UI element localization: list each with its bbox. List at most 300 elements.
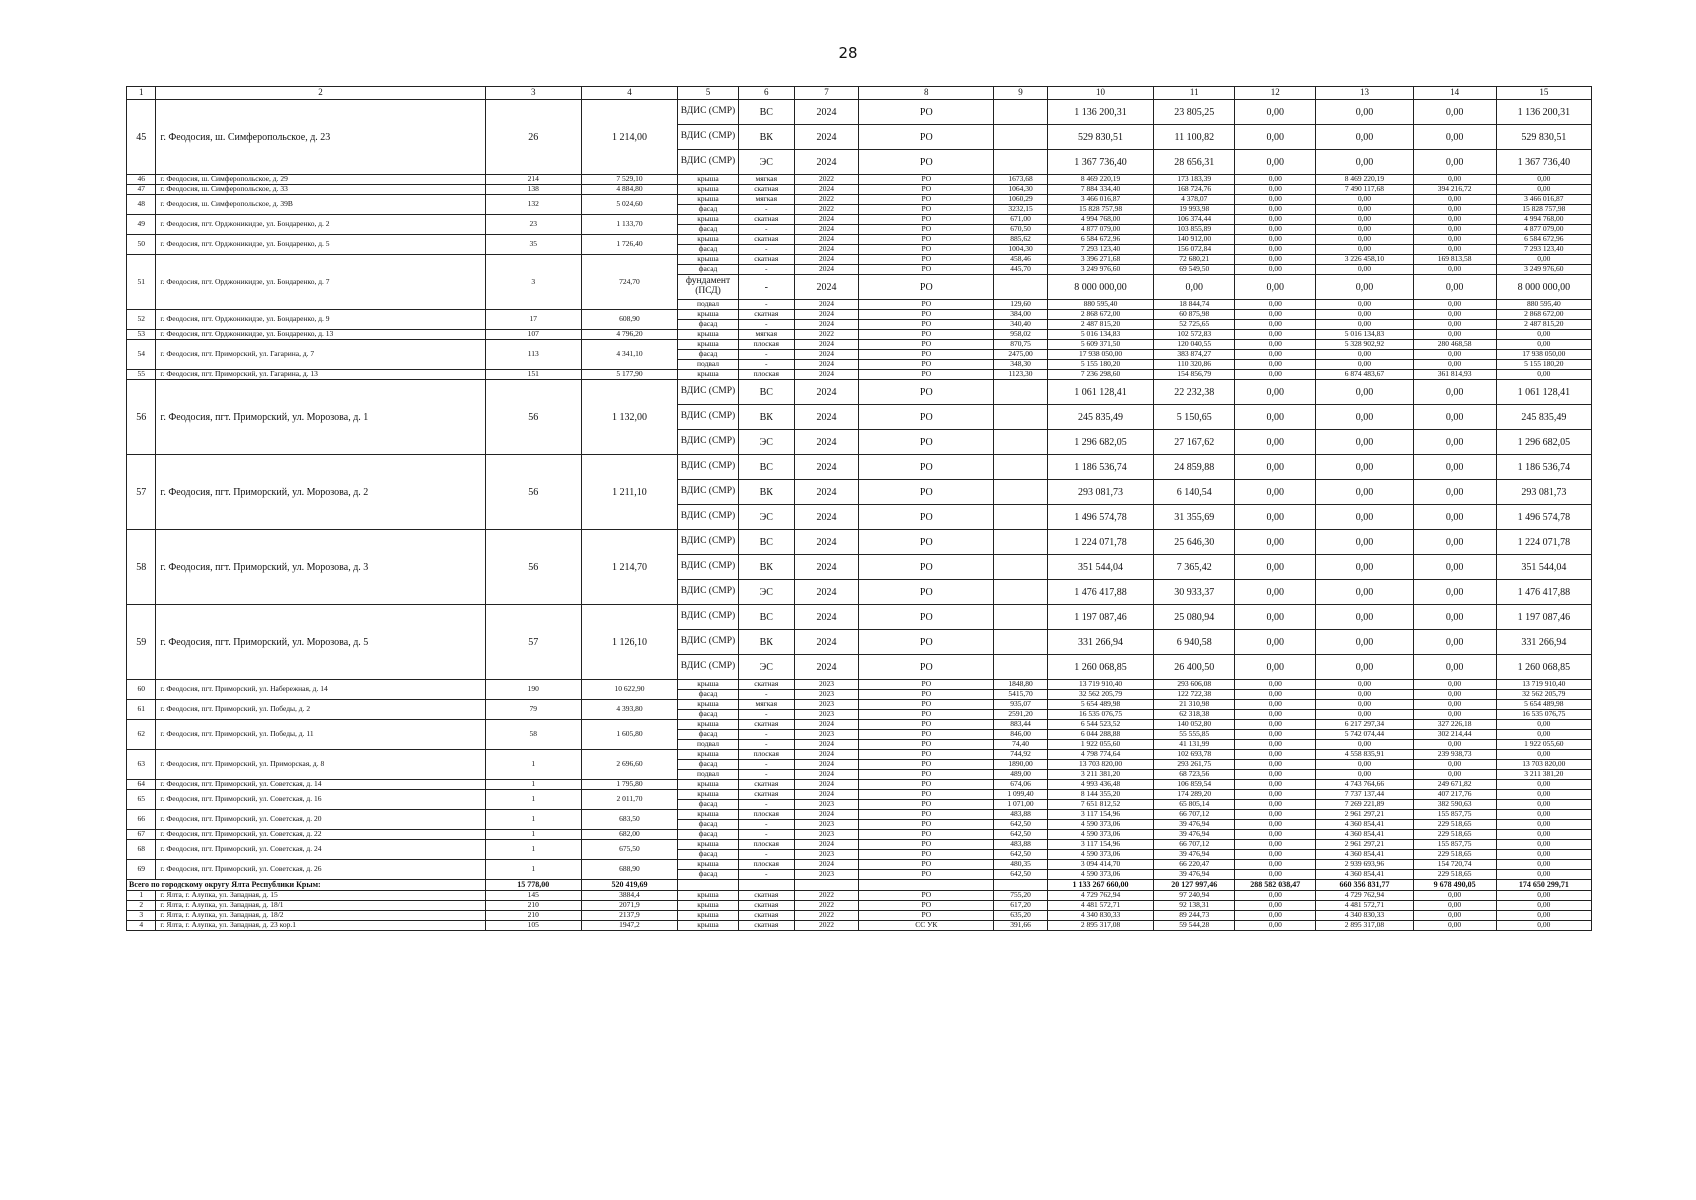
cell-c11: 4 378,07 xyxy=(1154,195,1235,205)
row-number: 50 xyxy=(127,235,156,255)
apartments-cell: 151 xyxy=(485,370,581,380)
cell-c12: 0,00 xyxy=(1235,810,1316,820)
area-cell: 1 132,00 xyxy=(581,380,677,455)
cell-c8: РО xyxy=(859,911,994,921)
cell-c8: РО xyxy=(859,820,994,830)
cell-c14: 229 518,65 xyxy=(1413,830,1496,840)
address-cell: г. Феодосия, ш. Симферопольское, д. 33 xyxy=(156,185,485,195)
cell-c14: 239 938,73 xyxy=(1413,750,1496,760)
cell-c11: 22 232,38 xyxy=(1154,380,1235,405)
cell-c8: РО xyxy=(859,690,994,700)
table-row xyxy=(127,310,1592,320)
cell-c9: 674,06 xyxy=(994,780,1048,790)
cell-c14: 0,00 xyxy=(1413,300,1496,310)
cell-c8: СС УК xyxy=(859,921,994,931)
cell-c5: крыша xyxy=(678,790,739,800)
cell-c10: 4 993 436,48 xyxy=(1047,780,1153,790)
address-cell: г. Феодосия, пгт. Приморский, ул. Набережная, д. 14 xyxy=(156,680,485,700)
cell-c13: 4 481 572,71 xyxy=(1316,901,1413,911)
cell-c8: РО xyxy=(859,195,994,205)
cell-c5: фасад xyxy=(678,850,739,860)
cell-c13: 0,00 xyxy=(1316,225,1413,235)
cell-c13: 0,00 xyxy=(1316,770,1413,780)
cell-c15: 13 719 910,40 xyxy=(1496,680,1591,690)
apartments-cell: 210 xyxy=(485,911,581,921)
cell-c15: 3 249 976,60 xyxy=(1496,265,1591,275)
cell-c5: крыша xyxy=(678,370,739,380)
cell-c13: 4 360 854,41 xyxy=(1316,830,1413,840)
column-number: 13 xyxy=(1316,87,1413,100)
cell-c7: 2024 xyxy=(794,255,859,265)
table-row xyxy=(127,370,1592,380)
cell-c12: 0,00 xyxy=(1235,235,1316,245)
cell-c15: 15 828 757,98 xyxy=(1496,205,1591,215)
apartments-cell: 145 xyxy=(485,891,581,901)
cell-c13: 0,00 xyxy=(1316,300,1413,310)
table-row xyxy=(127,195,1592,205)
cell-c12: 0,00 xyxy=(1235,455,1316,480)
cell-c11: 39 476,94 xyxy=(1154,830,1235,840)
cell-c11: 27 167,62 xyxy=(1154,430,1235,455)
total-empty-c7 xyxy=(794,880,859,891)
area-cell: 4 796,20 xyxy=(581,330,677,340)
cell-c11: 89 244,73 xyxy=(1154,911,1235,921)
cell-c15: 0,00 xyxy=(1496,911,1591,921)
cell-c5: крыша xyxy=(678,340,739,350)
cell-c14: 0,00 xyxy=(1413,760,1496,770)
cell-c12: 0,00 xyxy=(1235,740,1316,750)
cell-c15: 5 654 489,98 xyxy=(1496,700,1591,710)
cell-c15: 0,00 xyxy=(1496,820,1591,830)
cell-c10: 351 544,04 xyxy=(1047,555,1153,580)
cell-c9: 635,20 xyxy=(994,911,1048,921)
cell-c11: 62 318,38 xyxy=(1154,710,1235,720)
cell-c10: 2 487 815,20 xyxy=(1047,320,1153,330)
row-number: 64 xyxy=(127,780,156,790)
row-number: 3 xyxy=(127,911,156,921)
cell-c9: 883,44 xyxy=(994,720,1048,730)
cell-c9 xyxy=(994,605,1048,630)
total-label: Всего по городскому округу Ялта Республики Крым: xyxy=(127,880,486,891)
cell-c8: РО xyxy=(859,800,994,810)
cell-c8: РО xyxy=(859,780,994,790)
column-number: 9 xyxy=(994,87,1048,100)
table-row xyxy=(127,175,1592,185)
row-number: 4 xyxy=(127,921,156,931)
cell-c6: скатная xyxy=(738,891,794,901)
cell-c5: фасад xyxy=(678,710,739,720)
cell-c7: 2024 xyxy=(794,125,859,150)
cell-c12: 0,00 xyxy=(1235,255,1316,265)
cell-c5: ВДИС (СМР) xyxy=(678,405,739,430)
cell-c13: 0,00 xyxy=(1316,430,1413,455)
column-number: 12 xyxy=(1235,87,1316,100)
cell-c7: 2023 xyxy=(794,800,859,810)
cell-c5: крыша xyxy=(678,700,739,710)
cell-c7: 2024 xyxy=(794,265,859,275)
cell-c11: 383 874,27 xyxy=(1154,350,1235,360)
cell-c10: 16 535 076,75 xyxy=(1047,710,1153,720)
area-cell: 1 795,80 xyxy=(581,780,677,790)
cell-c13: 2 939 693,96 xyxy=(1316,860,1413,870)
cell-c6: плоская xyxy=(738,750,794,760)
cell-c12: 0,00 xyxy=(1235,405,1316,430)
cell-c9 xyxy=(994,380,1048,405)
column-number-row xyxy=(127,87,1592,100)
cell-c9: 2475,00 xyxy=(994,350,1048,360)
cell-c6: плоская xyxy=(738,840,794,850)
cell-c14: 0,00 xyxy=(1413,911,1496,921)
cell-c10: 1 367 736,40 xyxy=(1047,150,1153,175)
cell-c12: 0,00 xyxy=(1235,320,1316,330)
cell-c10: 15 828 757,98 xyxy=(1047,205,1153,215)
cell-c10: 4 877 079,00 xyxy=(1047,225,1153,235)
cell-c7: 2024 xyxy=(794,740,859,750)
cell-c7: 2024 xyxy=(794,225,859,235)
cell-c9: 445,70 xyxy=(994,265,1048,275)
cell-c7: 2024 xyxy=(794,770,859,780)
cell-c11: 154 856,79 xyxy=(1154,370,1235,380)
cell-c12: 0,00 xyxy=(1235,125,1316,150)
apartments-cell: 1 xyxy=(485,830,581,840)
cell-c7: 2024 xyxy=(794,430,859,455)
cell-c14: 0,00 xyxy=(1413,690,1496,700)
address-cell: г. Феодосия, пгт. Орджоникидзе, ул. Бондаренко, д. 5 xyxy=(156,235,485,255)
cell-c8: РО xyxy=(859,360,994,370)
cell-c5: ВДИС (СМР) xyxy=(678,380,739,405)
cell-c6: - xyxy=(738,360,794,370)
table-row xyxy=(127,380,1592,405)
area-cell: 2137,9 xyxy=(581,911,677,921)
cell-c7: 2024 xyxy=(794,860,859,870)
cell-c7: 2024 xyxy=(794,235,859,245)
cell-c12: 0,00 xyxy=(1235,790,1316,800)
cell-c14: 0,00 xyxy=(1413,100,1496,125)
cell-c12: 0,00 xyxy=(1235,480,1316,505)
cell-c15: 16 535 076,75 xyxy=(1496,710,1591,720)
cell-c11: 106 374,44 xyxy=(1154,215,1235,225)
area-cell: 688,90 xyxy=(581,860,677,880)
cell-c6: ВК xyxy=(738,555,794,580)
cell-c9 xyxy=(994,655,1048,680)
apartments-cell: 105 xyxy=(485,921,581,931)
cell-c5: крыша xyxy=(678,720,739,730)
cell-c15: 1 922 055,60 xyxy=(1496,740,1591,750)
cell-c8: РО xyxy=(859,740,994,750)
table-row xyxy=(127,185,1592,195)
address-cell: г. Феодосия, пгт. Приморский, ул. Советская, д. 22 xyxy=(156,830,485,840)
total-c13: 660 356 831,77 xyxy=(1316,880,1413,891)
cell-c15: 2 487 815,20 xyxy=(1496,320,1591,330)
cell-c14: 0,00 xyxy=(1413,245,1496,255)
table-row xyxy=(127,901,1592,911)
cell-c8: РО xyxy=(859,405,994,430)
row-number: 48 xyxy=(127,195,156,215)
cell-c8: РО xyxy=(859,840,994,850)
apartments-cell: 3 xyxy=(485,255,581,310)
cell-c12: 0,00 xyxy=(1235,820,1316,830)
cell-c6: плоская xyxy=(738,340,794,350)
cell-c11: 31 355,69 xyxy=(1154,505,1235,530)
cell-c8: РО xyxy=(859,205,994,215)
cell-c6: мягкая xyxy=(738,700,794,710)
cell-c6: - xyxy=(738,820,794,830)
area-cell: 608,90 xyxy=(581,310,677,330)
apartments-cell: 1 xyxy=(485,810,581,830)
cell-c9: 483,88 xyxy=(994,840,1048,850)
cell-c5: ВДИС (СМР) xyxy=(678,100,739,125)
cell-c11: 65 805,14 xyxy=(1154,800,1235,810)
cell-c7: 2024 xyxy=(794,300,859,310)
cell-c11: 156 072,84 xyxy=(1154,245,1235,255)
row-number: 46 xyxy=(127,175,156,185)
cell-c15: 293 081,73 xyxy=(1496,480,1591,505)
cell-c12: 0,00 xyxy=(1235,780,1316,790)
row-number: 55 xyxy=(127,370,156,380)
cell-c10: 3 396 271,68 xyxy=(1047,255,1153,265)
address-cell: г. Феодосия, пгт. Орджоникидзе, ул. Бондаренко, д. 2 xyxy=(156,215,485,235)
cell-c10: 4 590 373,06 xyxy=(1047,850,1153,860)
cell-c15: 3 211 381,20 xyxy=(1496,770,1591,780)
cell-c12: 0,00 xyxy=(1235,770,1316,780)
cell-c11: 39 476,94 xyxy=(1154,870,1235,880)
area-cell: 1 214,70 xyxy=(581,530,677,605)
cell-c6: ВС xyxy=(738,530,794,555)
cell-c6: плоская xyxy=(738,860,794,870)
cell-c5: крыша xyxy=(678,310,739,320)
cell-c5: крыша xyxy=(678,840,739,850)
cell-c10: 4 729 762,94 xyxy=(1047,891,1153,901)
cell-c15: 0,00 xyxy=(1496,750,1591,760)
cell-c8: РО xyxy=(859,370,994,380)
cell-c8: РО xyxy=(859,235,994,245)
cell-c7: 2024 xyxy=(794,455,859,480)
address-cell: г. Ялта, г. Алупка, ул. Западная, д. 18/2 xyxy=(156,911,485,921)
cell-c15: 0,00 xyxy=(1496,891,1591,901)
cell-c7: 2024 xyxy=(794,275,859,300)
cell-c6: - xyxy=(738,205,794,215)
cell-c14: 0,00 xyxy=(1413,921,1496,931)
cell-c15: 1 224 071,78 xyxy=(1496,530,1591,555)
cell-c5: фасад xyxy=(678,800,739,810)
cell-c8: РО xyxy=(859,860,994,870)
cell-c6: - xyxy=(738,710,794,720)
cell-c10: 8 469 220,19 xyxy=(1047,175,1153,185)
table-row xyxy=(127,830,1592,840)
cell-c8: РО xyxy=(859,891,994,901)
cell-c10: 245 835,49 xyxy=(1047,405,1153,430)
cell-c9: 642,50 xyxy=(994,850,1048,860)
cell-c14: 0,00 xyxy=(1413,555,1496,580)
cell-c7: 2024 xyxy=(794,370,859,380)
address-cell: г. Феодосия, ш. Симферопольское, д. 29 xyxy=(156,175,485,185)
table-row xyxy=(127,810,1592,820)
cell-c14: 0,00 xyxy=(1413,530,1496,555)
cell-c11: 110 320,86 xyxy=(1154,360,1235,370)
table-row xyxy=(127,700,1592,710)
cell-c5: крыша xyxy=(678,860,739,870)
cell-c9: 348,30 xyxy=(994,360,1048,370)
cell-c12: 0,00 xyxy=(1235,265,1316,275)
cell-c9 xyxy=(994,100,1048,125)
cell-c11: 68 723,56 xyxy=(1154,770,1235,780)
cell-c15: 0,00 xyxy=(1496,830,1591,840)
cell-c6: скатная xyxy=(738,215,794,225)
cell-c13: 0,00 xyxy=(1316,215,1413,225)
cell-c5: фасад xyxy=(678,265,739,275)
cell-c7: 2024 xyxy=(794,320,859,330)
area-cell: 4 341,10 xyxy=(581,340,677,370)
cell-c7: 2024 xyxy=(794,605,859,630)
area-cell: 10 622,90 xyxy=(581,680,677,700)
cell-c7: 2024 xyxy=(794,100,859,125)
table-row xyxy=(127,340,1592,350)
cell-c11: 97 240,94 xyxy=(1154,891,1235,901)
apartments-cell: 1 xyxy=(485,790,581,810)
cell-c6: - xyxy=(738,350,794,360)
cell-c15: 0,00 xyxy=(1496,185,1591,195)
cell-c11: 66 707,12 xyxy=(1154,840,1235,850)
cell-c8: РО xyxy=(859,680,994,690)
total-empty-c6 xyxy=(738,880,794,891)
cell-c10: 4 340 830,33 xyxy=(1047,911,1153,921)
cell-c5: крыша xyxy=(678,330,739,340)
cell-c9: 1848,80 xyxy=(994,680,1048,690)
address-cell: г. Феодосия, пгт. Приморский, ул. Морозова, д. 3 xyxy=(156,530,485,605)
cell-c10: 4 590 373,06 xyxy=(1047,820,1153,830)
cell-c13: 0,00 xyxy=(1316,205,1413,215)
cell-c7: 2022 xyxy=(794,195,859,205)
cell-c7: 2024 xyxy=(794,750,859,760)
cell-c9: 483,88 xyxy=(994,810,1048,820)
cell-c5: фасад xyxy=(678,870,739,880)
cell-c13: 0,00 xyxy=(1316,655,1413,680)
cell-c13: 0,00 xyxy=(1316,605,1413,630)
apartments-cell: 132 xyxy=(485,195,581,215)
cell-c11: 293 606,08 xyxy=(1154,680,1235,690)
cell-c13: 0,00 xyxy=(1316,125,1413,150)
cell-c13: 0,00 xyxy=(1316,700,1413,710)
cell-c11: 21 310,98 xyxy=(1154,700,1235,710)
total-empty-c5 xyxy=(678,880,739,891)
apartments-cell: 56 xyxy=(485,530,581,605)
cell-c15: 1 260 068,85 xyxy=(1496,655,1591,680)
cell-c10: 7 884 334,40 xyxy=(1047,185,1153,195)
cell-c8: РО xyxy=(859,150,994,175)
cell-c8: РО xyxy=(859,380,994,405)
total-empty-c8 xyxy=(859,880,994,891)
cell-c6: скатная xyxy=(738,921,794,931)
cell-c7: 2024 xyxy=(794,655,859,680)
cell-c14: 394 216,72 xyxy=(1413,185,1496,195)
cell-c9 xyxy=(994,150,1048,175)
row-number: 47 xyxy=(127,185,156,195)
cell-c9: 642,50 xyxy=(994,820,1048,830)
cell-c10: 4 481 572,71 xyxy=(1047,901,1153,911)
cell-c7: 2024 xyxy=(794,340,859,350)
cell-c5: крыша xyxy=(678,185,739,195)
cell-c8: РО xyxy=(859,870,994,880)
cell-c10: 13 703 820,00 xyxy=(1047,760,1153,770)
cell-c10: 3 466 016,87 xyxy=(1047,195,1153,205)
cell-c14: 249 671,82 xyxy=(1413,780,1496,790)
cell-c15: 4 994 768,00 xyxy=(1496,215,1591,225)
cell-c7: 2024 xyxy=(794,630,859,655)
row-number: 69 xyxy=(127,860,156,880)
cell-c11: 39 476,94 xyxy=(1154,850,1235,860)
cell-c7: 2024 xyxy=(794,185,859,195)
cell-c12: 0,00 xyxy=(1235,710,1316,720)
total-apartments: 15 778,00 xyxy=(485,880,581,891)
table-body xyxy=(127,87,1592,931)
cell-c15: 1 186 536,74 xyxy=(1496,455,1591,480)
cell-c11: 293 261,75 xyxy=(1154,760,1235,770)
cell-c10: 1 186 536,74 xyxy=(1047,455,1153,480)
cell-c14: 0,00 xyxy=(1413,310,1496,320)
apartments-cell: 56 xyxy=(485,455,581,530)
cell-c5: ВДИС (СМР) xyxy=(678,630,739,655)
cell-c9: 480,35 xyxy=(994,860,1048,870)
cell-c5: крыша xyxy=(678,215,739,225)
cell-c13: 8 469 220,19 xyxy=(1316,175,1413,185)
cell-c8: РО xyxy=(859,630,994,655)
cell-c14: 155 857,75 xyxy=(1413,840,1496,850)
table-row xyxy=(127,720,1592,730)
cell-c13: 3 226 458,10 xyxy=(1316,255,1413,265)
cell-c12: 0,00 xyxy=(1235,870,1316,880)
address-cell: г. Феодосия, пгт. Приморский, ул. Гагарина, д. 7 xyxy=(156,340,485,370)
cell-c11: 41 131,99 xyxy=(1154,740,1235,750)
cell-c5: крыша xyxy=(678,891,739,901)
cell-c13: 0,00 xyxy=(1316,310,1413,320)
cell-c6: ВК xyxy=(738,480,794,505)
apartments-cell: 17 xyxy=(485,310,581,330)
cell-c13: 0,00 xyxy=(1316,455,1413,480)
area-cell: 4 884,80 xyxy=(581,185,677,195)
cell-c6: ЭС xyxy=(738,580,794,605)
cell-c6: скатная xyxy=(738,310,794,320)
cell-c8: РО xyxy=(859,730,994,740)
column-number: 15 xyxy=(1496,87,1591,100)
cell-c12: 0,00 xyxy=(1235,150,1316,175)
cell-c8: РО xyxy=(859,255,994,265)
cell-c9: 744,92 xyxy=(994,750,1048,760)
cell-c14: 0,00 xyxy=(1413,740,1496,750)
cell-c6: скатная xyxy=(738,720,794,730)
cell-c13: 6 217 297,34 xyxy=(1316,720,1413,730)
area-cell: 675,50 xyxy=(581,840,677,860)
cell-c13: 7 490 117,68 xyxy=(1316,185,1413,195)
cell-c7: 2024 xyxy=(794,790,859,800)
total-c15: 174 650 299,71 xyxy=(1496,880,1591,891)
cell-c11: 122 722,38 xyxy=(1154,690,1235,700)
cell-c14: 0,00 xyxy=(1413,215,1496,225)
cell-c6: скатная xyxy=(738,901,794,911)
cell-c15: 880 595,40 xyxy=(1496,300,1591,310)
row-number: 59 xyxy=(127,605,156,680)
cell-c11: 102 572,83 xyxy=(1154,330,1235,340)
cell-c15: 0,00 xyxy=(1496,921,1591,931)
cell-c11: 6 940,58 xyxy=(1154,630,1235,655)
table-row xyxy=(127,911,1592,921)
cell-c7: 2024 xyxy=(794,215,859,225)
cell-c5: фасад xyxy=(678,245,739,255)
cell-c8: РО xyxy=(859,310,994,320)
cell-c6: - xyxy=(738,300,794,310)
cell-c6: - xyxy=(738,800,794,810)
cell-c8: РО xyxy=(859,770,994,780)
cell-c14: 327 226,18 xyxy=(1413,720,1496,730)
